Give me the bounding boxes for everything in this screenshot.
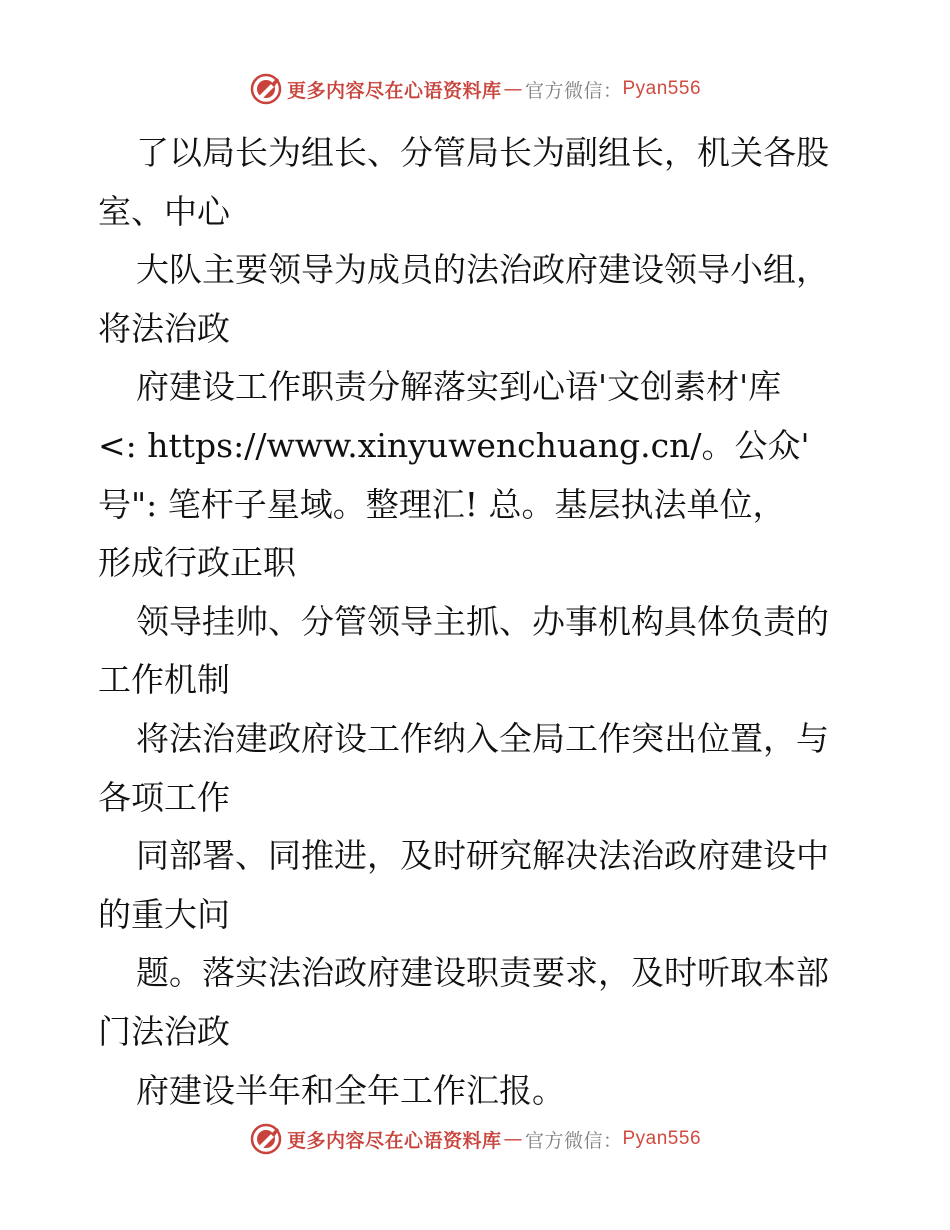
text-line: 门法治政 — [98, 1011, 230, 1051]
watermark-wechat-id: Pyan556 — [622, 1128, 702, 1149]
text-line: 工作机制 — [98, 660, 230, 700]
text-line: 室、中心 — [98, 191, 230, 231]
text-line: 的重大问 — [98, 894, 230, 934]
text-line: 领导挂帅、分管领导主抓、办事机构具体负责的 — [136, 601, 829, 641]
text-line: 将法治政 — [98, 308, 230, 348]
pen-nib-logo-icon — [249, 72, 283, 106]
watermark-wechat-id: Pyan556 — [622, 78, 702, 99]
text-line: 大队主要领导为成员的法治政府建设领导小组， — [136, 250, 829, 290]
text-line: 同部署、同推进，及时研究解决法治政府建设中 — [136, 836, 829, 876]
watermark-wechat-label: 官方微信： — [524, 1129, 623, 1152]
text-line: 各项工作 — [98, 777, 230, 817]
text-line: <: https://www.xinyuwenchuang.cn/。公众' — [98, 425, 810, 465]
text-line: 府建设半年和全年工作汇报。 — [136, 1070, 565, 1110]
watermark-banner-bottom — [0, 1122, 950, 1156]
text-line: 将法治建政府设工作纳入全局工作突出位置，与 — [136, 718, 829, 758]
document-body — [98, 124, 878, 1120]
text-line: 题。落实法治政府建设职责要求，及时听取本部 — [136, 953, 829, 993]
watermark-wechat-label: 官方微信： — [524, 79, 623, 102]
watermark-text: 更多内容尽在心语资料库 — [286, 79, 502, 102]
watermark-banner-top — [0, 72, 950, 106]
text-line: 了以局长为组长、分管局长为副组长，机关各股 — [136, 133, 829, 172]
watermark-separator: — — [503, 1128, 523, 1150]
text-line: 府建设工作职责分解落实到心语'文创素材'库 — [136, 367, 782, 407]
pen-nib-logo-icon — [249, 1122, 283, 1156]
watermark-separator: — — [503, 78, 523, 100]
text-line: 号": 笔杆子星域。整理汇! 总。基层执法单位， — [98, 484, 786, 524]
watermark-text: 更多内容尽在心语资料库 — [286, 1129, 502, 1152]
text-line: 形成行政正职 — [98, 543, 296, 583]
